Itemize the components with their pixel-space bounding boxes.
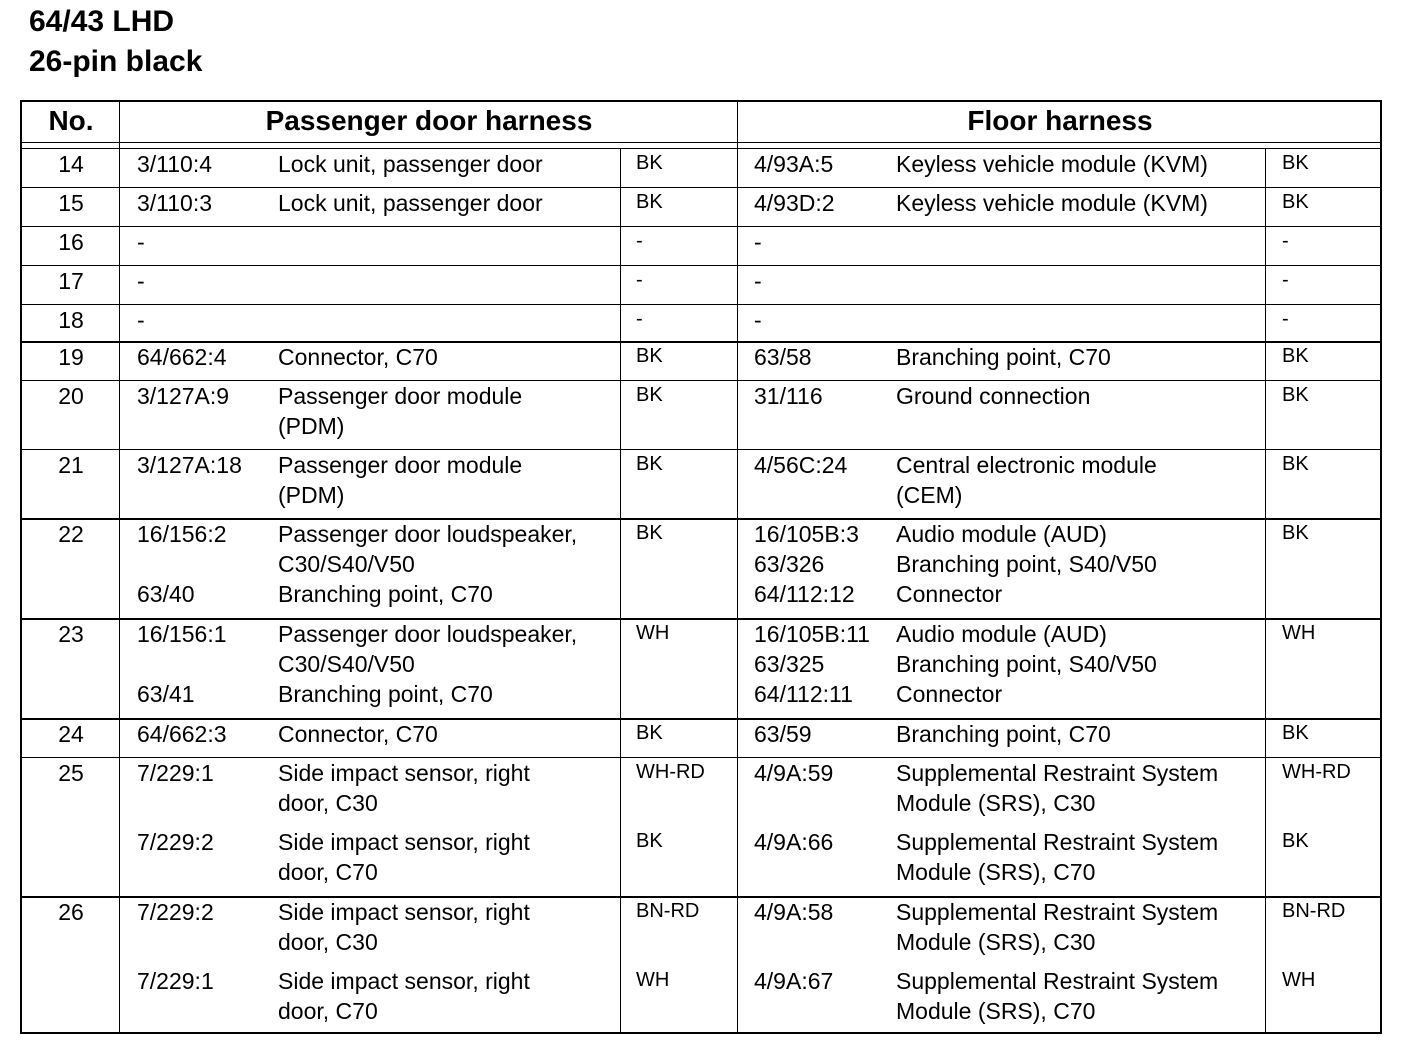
floor-component: Audio module (AUD) Branching point, S40/V50 Connector xyxy=(896,621,1157,707)
passenger-wire-color: WH-RD xyxy=(636,761,705,783)
row-divider xyxy=(22,304,1380,305)
floor-wire-color: BK xyxy=(1282,722,1309,744)
pin-number: 22 xyxy=(58,521,84,547)
header-no: No. xyxy=(48,105,94,136)
passenger-component: Lock unit, passenger door xyxy=(278,151,543,177)
floor-component: Supplemental Restraint System Module (SRS), C30 xyxy=(896,760,1219,816)
passenger-component: Connector, C70 xyxy=(278,344,438,370)
passenger-pin-code: 7/229:2 xyxy=(137,899,214,925)
passenger-component: Connector, C70 xyxy=(278,721,438,747)
pin-number: 25 xyxy=(58,760,84,786)
floor-pin-code: - xyxy=(754,307,762,333)
pin-number: 21 xyxy=(58,452,84,478)
row-divider xyxy=(22,226,1380,227)
floor-wire-color: BN-RD xyxy=(1282,900,1346,922)
passenger-pin-code: 64/662:3 xyxy=(137,721,227,747)
floor-wire-color: BK xyxy=(1282,191,1309,213)
pin-number: 17 xyxy=(58,268,84,294)
floor-wire-color: BK xyxy=(1282,152,1309,174)
table-header xyxy=(22,102,1380,143)
passenger-pin-code: - xyxy=(137,229,145,255)
column-divider xyxy=(620,148,621,1032)
passenger-wire-color: BK xyxy=(636,453,663,475)
passenger-pin-code: 7/229:1 xyxy=(137,968,214,994)
header-passenger-door-harness: Passenger door harness xyxy=(265,105,593,136)
floor-pin-code: 63/58 xyxy=(754,344,812,370)
floor-pin-code: 16/105B:3 63/326 64/112:12 xyxy=(754,521,859,607)
passenger-component: Side impact sensor, right door, C30 xyxy=(278,760,530,816)
floor-component: Keyless vehicle module (KVM) xyxy=(896,151,1208,177)
floor-pin-code: 4/9A:67 xyxy=(754,968,834,994)
passenger-pin-code: - xyxy=(137,268,145,294)
floor-component: Central electronic module (CEM) xyxy=(896,452,1157,508)
connector-title: 64/43 LHD xyxy=(29,5,175,38)
passenger-wire-color: - xyxy=(636,269,643,291)
passenger-component: Passenger door loudspeaker, C30/S40/V50 Branching point, C70 xyxy=(278,621,578,707)
column-divider xyxy=(1265,148,1266,1032)
passenger-wire-color: BK xyxy=(636,384,663,406)
passenger-wire-color: BK xyxy=(636,345,663,367)
floor-pin-code: 4/93A:5 xyxy=(754,151,834,177)
floor-pin-code: 63/59 xyxy=(754,721,812,747)
floor-component: Supplemental Restraint System Module (SRS), C30 xyxy=(896,899,1219,955)
passenger-wire-color: BK xyxy=(636,152,663,174)
passenger-component: Side impact sensor, right door, C70 xyxy=(278,968,530,1024)
passenger-wire-color: BK xyxy=(636,191,663,213)
passenger-wire-color: WH xyxy=(636,969,670,991)
pin-number: 18 xyxy=(58,307,84,333)
passenger-component: Lock unit, passenger door xyxy=(278,190,543,216)
passenger-component: Passenger door module (PDM) xyxy=(278,383,523,439)
floor-pin-code: 4/9A:66 xyxy=(754,829,834,855)
floor-pin-code: 4/93D:2 xyxy=(754,190,835,216)
passenger-pin-code: 16/156:1 63/41 xyxy=(137,621,227,707)
floor-wire-color: BK xyxy=(1282,345,1309,367)
passenger-pin-code: 16/156:2 63/40 xyxy=(137,521,227,607)
floor-wire-color: BK xyxy=(1282,830,1309,852)
passenger-pin-code: 7/229:1 xyxy=(137,760,214,786)
floor-pin-code: 31/116 xyxy=(754,383,823,409)
row-divider xyxy=(22,265,1380,266)
passenger-pin-code: 3/127A:9 xyxy=(137,383,230,409)
floor-component: Supplemental Restraint System Module (SRS), C70 xyxy=(896,968,1219,1024)
pin-table xyxy=(20,100,1382,1034)
floor-component: Audio module (AUD) Branching point, S40/V50 Connector xyxy=(896,521,1157,607)
passenger-component: Passenger door module (PDM) xyxy=(278,452,523,508)
pin-number: 19 xyxy=(58,344,84,370)
floor-component: Ground connection xyxy=(896,383,1091,409)
pin-number: 16 xyxy=(58,229,84,255)
passenger-pin-code: - xyxy=(137,307,145,333)
floor-wire-color: WH-RD xyxy=(1282,761,1351,783)
passenger-pin-code: 64/662:4 xyxy=(137,344,227,370)
passenger-wire-color: WH xyxy=(636,622,670,644)
floor-wire-color: WH xyxy=(1282,622,1316,644)
connector-subtitle: 26-pin black xyxy=(29,45,203,78)
passenger-pin-code: 3/110:3 xyxy=(137,190,213,216)
floor-pin-code: - xyxy=(754,268,762,294)
passenger-wire-color: - xyxy=(636,308,643,330)
pin-number: 24 xyxy=(58,721,84,747)
floor-component: Keyless vehicle module (KVM) xyxy=(896,190,1208,216)
floor-wire-color: BK xyxy=(1282,384,1309,406)
passenger-pin-code: 7/229:2 xyxy=(137,829,214,855)
floor-wire-color: BK xyxy=(1282,453,1309,475)
floor-wire-color: - xyxy=(1282,308,1289,330)
floor-pin-code: 4/56C:24 xyxy=(754,452,848,478)
column-divider xyxy=(737,102,738,1032)
floor-pin-code: - xyxy=(754,229,762,255)
floor-wire-color: BK xyxy=(1282,522,1309,544)
passenger-component: Side impact sensor, right door, C30 xyxy=(278,899,530,955)
floor-component: Branching point, C70 xyxy=(896,344,1111,370)
passenger-component: Side impact sensor, right door, C70 xyxy=(278,829,530,885)
passenger-wire-color: BN-RD xyxy=(636,900,700,922)
passenger-component: Passenger door loudspeaker, C30/S40/V50 Branching point, C70 xyxy=(278,521,578,607)
passenger-wire-color: BK xyxy=(636,522,663,544)
floor-pin-code: 16/105B:11 63/325 64/112:11 xyxy=(754,621,870,707)
floor-pin-code: 4/9A:58 xyxy=(754,899,834,925)
floor-pin-code: 4/9A:59 xyxy=(754,760,834,786)
pin-number: 20 xyxy=(58,383,84,409)
passenger-wire-color: - xyxy=(636,230,643,252)
passenger-pin-code: 3/127A:18 xyxy=(137,452,242,478)
pin-number: 15 xyxy=(58,190,84,216)
pin-number: 26 xyxy=(58,899,84,925)
header-divider xyxy=(22,142,1380,143)
passenger-pin-code: 3/110:4 xyxy=(137,151,213,177)
passenger-wire-color: BK xyxy=(636,722,663,744)
floor-component: Supplemental Restraint System Module (SRS), C70 xyxy=(896,829,1219,885)
floor-wire-color: - xyxy=(1282,230,1289,252)
floor-wire-color: WH xyxy=(1282,969,1316,991)
pin-number: 23 xyxy=(58,621,84,647)
floor-component: Branching point, C70 xyxy=(896,721,1111,747)
header-floor-harness: Floor harness xyxy=(967,105,1153,136)
floor-wire-color: - xyxy=(1282,269,1289,291)
pin-number: 14 xyxy=(58,151,84,177)
passenger-wire-color: BK xyxy=(636,830,663,852)
